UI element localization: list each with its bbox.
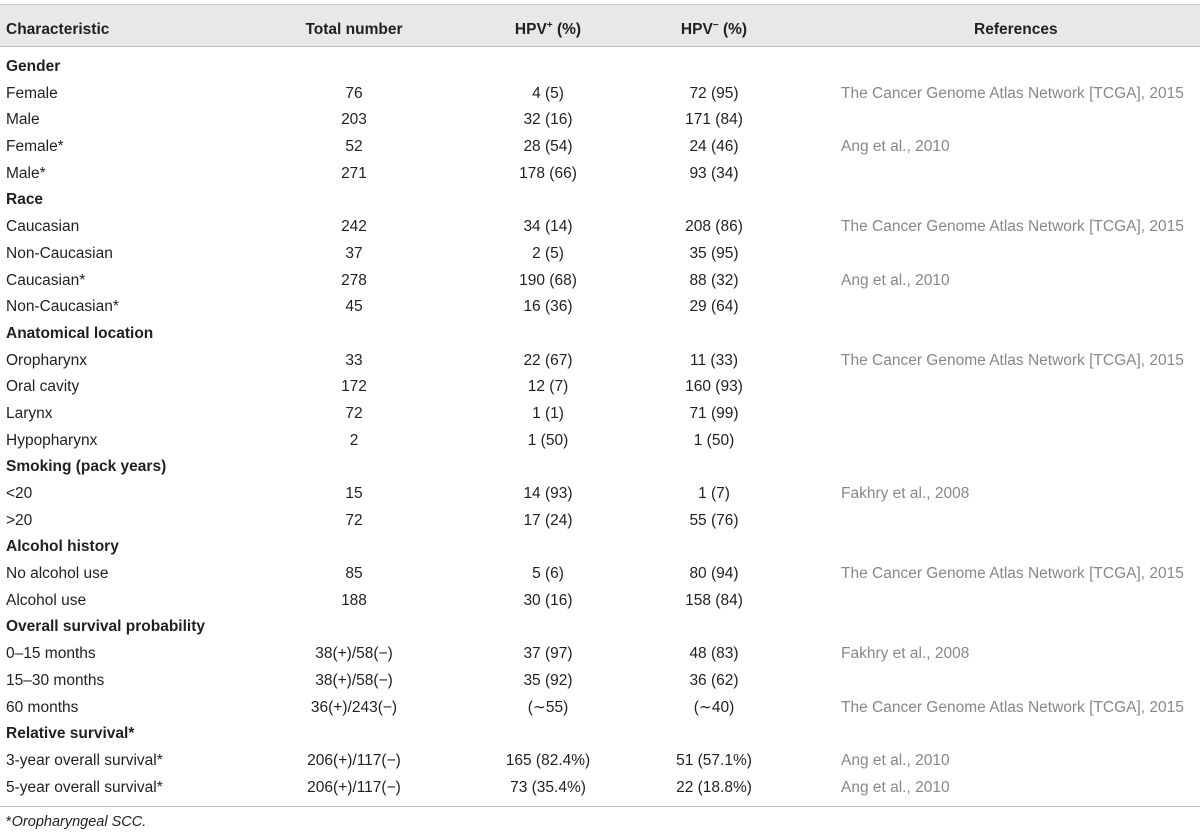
total-number-cell: 278 xyxy=(341,271,367,289)
table-row xyxy=(0,293,1200,320)
total-number-cell: 36(+)/243(−) xyxy=(310,698,398,716)
total-number-cell: 85 xyxy=(345,565,363,583)
hpv-positive-cell: 165 (82.4%) xyxy=(505,751,591,769)
characteristic-cell: No alcohol use xyxy=(6,565,109,583)
reference-cell: Ang et al., 2010 xyxy=(841,778,950,796)
table-row xyxy=(0,133,1200,160)
table-row xyxy=(0,747,1200,774)
characteristic-cell: <20 xyxy=(6,485,33,502)
characteristic-cell: 0–15 months xyxy=(6,645,96,663)
section-label: Anatomical location xyxy=(6,324,154,342)
hpv-negative-cell: 29 (64) xyxy=(689,298,739,316)
total-number-cell: 72 xyxy=(345,511,363,529)
header-characteristic: Characteristic xyxy=(6,21,110,38)
hpv-positive-cell: 14 (93) xyxy=(523,485,573,502)
table-row xyxy=(0,213,1200,240)
reference-cell: Fakhry et al., 2008 xyxy=(841,645,970,663)
characteristic-cell: 3-year overall survival* xyxy=(6,751,163,769)
total-number-cell: 38(+)/58(−) xyxy=(315,671,393,689)
characteristic-cell: Male xyxy=(6,111,40,129)
total-number-cell: 37 xyxy=(345,244,363,262)
hpv-negative-cell: 1 (7) xyxy=(698,485,730,502)
total-number-cell: 52 xyxy=(345,138,363,156)
table-row xyxy=(0,267,1200,294)
hpv-negative-cell: 208 (86) xyxy=(685,218,743,236)
hpv-positive-cell: 5 (6) xyxy=(532,565,564,583)
total-number-cell: 188 xyxy=(341,591,367,609)
hpv-negative-cell: 158 (84) xyxy=(685,591,743,609)
reference-cell: The Cancer Genome Atlas Network [TCGA], 2015 xyxy=(841,565,1184,583)
section-header-row xyxy=(0,186,1200,213)
hpv-positive-cell: 4 (5) xyxy=(532,84,564,102)
reference-cell: Ang et al., 2010 xyxy=(841,751,950,769)
header-references: References xyxy=(974,21,1058,38)
characteristic-cell: Alcohol use xyxy=(6,591,87,609)
hpv-positive-cell: 178 (66) xyxy=(519,164,577,182)
characteristic-cell: Hypopharynx xyxy=(6,431,98,449)
characteristic-cell: 60 months xyxy=(6,698,79,716)
characteristic-cell: Non-Caucasian xyxy=(6,244,113,262)
total-number-cell: 203 xyxy=(341,111,367,129)
hpv-positive-cell: 17 (24) xyxy=(523,511,573,529)
hpv-positive-cell: 22 (67) xyxy=(523,351,573,369)
section-header-row xyxy=(0,720,1200,747)
hpv-positive-cell: 16 (36) xyxy=(523,298,573,316)
hpv-positive-cell: 32 (16) xyxy=(523,111,573,129)
table-row xyxy=(0,347,1200,374)
section-label: Alcohol history xyxy=(6,538,119,556)
table-bottom-rule xyxy=(0,806,1200,807)
section-label: Smoking (pack years) xyxy=(6,458,167,476)
header-hpv-positive: HPV+ (%) xyxy=(514,19,582,38)
table-row xyxy=(0,587,1200,614)
hpv-negative-cell: 93 (34) xyxy=(689,164,739,182)
characteristic-cell: Non-Caucasian* xyxy=(6,298,119,316)
table-row xyxy=(0,694,1200,721)
total-number-cell: 206(+)/117(−) xyxy=(307,778,401,796)
characteristic-cell: 15–30 months xyxy=(6,671,105,689)
hpv-negative-cell: 1 (50) xyxy=(693,431,735,449)
characteristic-cell: Male* xyxy=(6,164,46,182)
table-row xyxy=(0,480,1200,507)
characteristic-cell: Oropharynx xyxy=(6,351,87,369)
hpv-positive-cell: 12 (7) xyxy=(527,378,569,396)
table-row xyxy=(0,667,1200,694)
table-row xyxy=(0,80,1200,107)
table-row xyxy=(0,160,1200,187)
characteristic-cell: Female xyxy=(6,84,58,102)
table-row xyxy=(0,640,1200,667)
total-number-cell: 242 xyxy=(341,218,367,236)
hpv-negative-cell: 36 (62) xyxy=(689,671,739,689)
hpv-positive-cell: 30 (16) xyxy=(523,591,573,609)
hpv-negative-cell: 88 (32) xyxy=(689,271,739,289)
total-number-cell: 72 xyxy=(345,404,363,422)
reference-cell: The Cancer Genome Atlas Network [TCGA], 2015 xyxy=(841,698,1184,716)
hpv-negative-cell: 171 (84) xyxy=(685,111,743,129)
characteristic-cell: Caucasian* xyxy=(6,271,86,289)
hpv-positive-cell: 2 (5) xyxy=(532,244,564,262)
hpv-negative-cell: 72 (95) xyxy=(689,84,739,102)
table-row xyxy=(0,507,1200,534)
table-row xyxy=(0,427,1200,454)
table-body xyxy=(0,53,1200,800)
characteristic-cell: Caucasian xyxy=(6,218,80,236)
hpv-positive-cell: 1 (1) xyxy=(532,404,564,422)
characteristic-cell: Female* xyxy=(6,138,64,156)
table-row xyxy=(0,240,1200,267)
reference-cell: Ang et al., 2010 xyxy=(841,271,950,289)
hpv-negative-cell: 55 (76) xyxy=(689,511,739,529)
characteristic-cell: >20 xyxy=(6,511,33,529)
hpv-positive-cell: 190 (68) xyxy=(519,271,577,289)
hpv-positive-cell: 35 (92) xyxy=(523,671,573,689)
section-header-row xyxy=(0,453,1200,480)
total-number-cell: 33 xyxy=(345,351,363,369)
table-row xyxy=(0,400,1200,427)
reference-cell: The Cancer Genome Atlas Network [TCGA], 2015 xyxy=(841,218,1184,236)
header-hpv-negative: HPV− (%) xyxy=(680,19,748,38)
hpv-negative-cell: 71 (99) xyxy=(689,404,739,422)
table-row xyxy=(0,106,1200,133)
hpv-negative-cell: 51 (57.1%) xyxy=(676,751,752,769)
hpv-positive-cell: 1 (50) xyxy=(527,431,569,449)
section-label: Overall survival probability xyxy=(6,618,205,636)
hpv-positive-cell: 34 (14) xyxy=(523,218,573,236)
hpv-negative-cell: 22 (18.8%) xyxy=(676,778,752,796)
hpv-negative-cell: 80 (94) xyxy=(689,565,739,583)
reference-cell: Fakhry et al., 2008 xyxy=(841,485,970,502)
section-header-row xyxy=(0,53,1200,80)
section-header-row xyxy=(0,320,1200,347)
hpv-positive-cell: 37 (97) xyxy=(523,645,573,663)
reference-cell: Ang et al., 2010 xyxy=(841,138,950,156)
section-label: Relative survival* xyxy=(6,725,135,743)
section-label: Gender xyxy=(6,58,61,75)
hpv-negative-cell: 35 (95) xyxy=(689,244,739,262)
table-row xyxy=(0,373,1200,400)
hpv-negative-cell: 48 (83) xyxy=(689,645,739,663)
total-number-cell: 38(+)/58(−) xyxy=(315,645,393,663)
header-total-number: Total number xyxy=(305,21,403,38)
hpv-positive-cell: 73 (35.4%) xyxy=(510,778,586,796)
reference-cell: The Cancer Genome Atlas Network [TCGA], 2015 xyxy=(841,351,1184,369)
total-number-cell: 271 xyxy=(341,164,367,182)
characteristic-cell: Larynx xyxy=(6,404,53,422)
hpv-negative-cell: 24 (46) xyxy=(689,138,739,156)
total-number-cell: 172 xyxy=(341,378,367,396)
total-number-cell: 76 xyxy=(345,84,363,102)
reference-cell: The Cancer Genome Atlas Network [TCGA], 2015 xyxy=(841,84,1184,102)
section-label: Race xyxy=(6,191,44,209)
section-header-row xyxy=(0,533,1200,560)
hpv-positive-cell: (∼55) xyxy=(527,698,569,716)
total-number-cell: 2 xyxy=(349,431,359,449)
hpv-negative-cell: 11 (33) xyxy=(690,351,738,369)
characteristic-cell: Oral cavity xyxy=(6,378,80,396)
section-header-row xyxy=(0,613,1200,640)
characteristic-cell: 5-year overall survival* xyxy=(6,778,163,796)
table-row xyxy=(0,560,1200,587)
total-number-cell: 206(+)/117(−) xyxy=(307,751,401,769)
table-row xyxy=(0,774,1200,801)
table-footnote: *Oropharyngeal SCC. xyxy=(6,814,147,830)
hpv-negative-cell: (∼40) xyxy=(693,698,735,716)
total-number-cell: 15 xyxy=(345,485,363,502)
hpv-negative-cell: 160 (93) xyxy=(685,378,743,396)
table-header xyxy=(0,4,1200,47)
hpv-positive-cell: 28 (54) xyxy=(523,138,573,156)
total-number-cell: 45 xyxy=(345,298,363,316)
